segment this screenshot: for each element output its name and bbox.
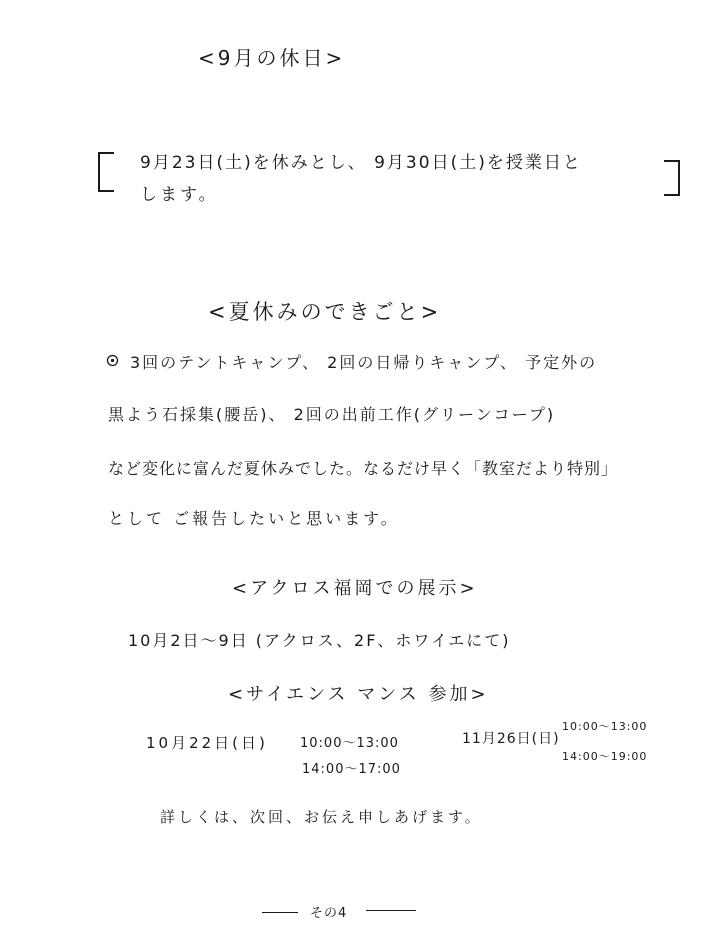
- science-time2b: 14:00〜19:00: [562, 750, 648, 763]
- summer-line1: 3回のテントキャンプ、 2回の日帰りキャンプ、 予定外の: [130, 353, 598, 372]
- holiday-notice-line1: 9月23日(土)を休みとし、 9月30日(土)を授業日と: [140, 153, 582, 173]
- holiday-heading: <9月の休日>: [198, 46, 346, 70]
- holiday-notice-line2: します。: [140, 185, 219, 205]
- bullet-circle-icon: [106, 354, 119, 367]
- notice-left-bracket: [98, 152, 114, 192]
- summer-line3: など変化に富んだ夏休みでした。なるだけ早く「教室だより特別」: [108, 459, 619, 478]
- footer-rule-right: [366, 910, 416, 911]
- science-time2a: 10:00〜13:00: [562, 720, 648, 733]
- closing-text: 詳しくは、次回、お伝え申しあげます。: [160, 808, 483, 826]
- acros-dates: 10月2日〜9日 (アクロス、2F、ホワイエにて): [128, 631, 511, 650]
- science-date2: 11月26日(日): [462, 731, 560, 747]
- science-date1: 10月22日(日): [146, 734, 268, 752]
- summer-line2: 黒よう石採集(腰岳)、 2回の出前工作(グリーンコープ): [108, 405, 556, 424]
- science-time1b: 14:00〜17:00: [302, 762, 401, 777]
- footer-page-label: その4: [310, 906, 348, 921]
- summer-heading: <夏休みのできごと>: [208, 300, 442, 324]
- notice-right-bracket: [664, 160, 680, 196]
- science-heading: <サイエンス マンス 参加>: [228, 684, 489, 705]
- acros-heading: <アクロス福岡での展示>: [232, 578, 478, 599]
- science-time1a: 10:00〜13:00: [300, 736, 399, 751]
- footer-rule-left: [262, 912, 298, 913]
- summer-line4: として ご報告したいと思います。: [108, 509, 400, 528]
